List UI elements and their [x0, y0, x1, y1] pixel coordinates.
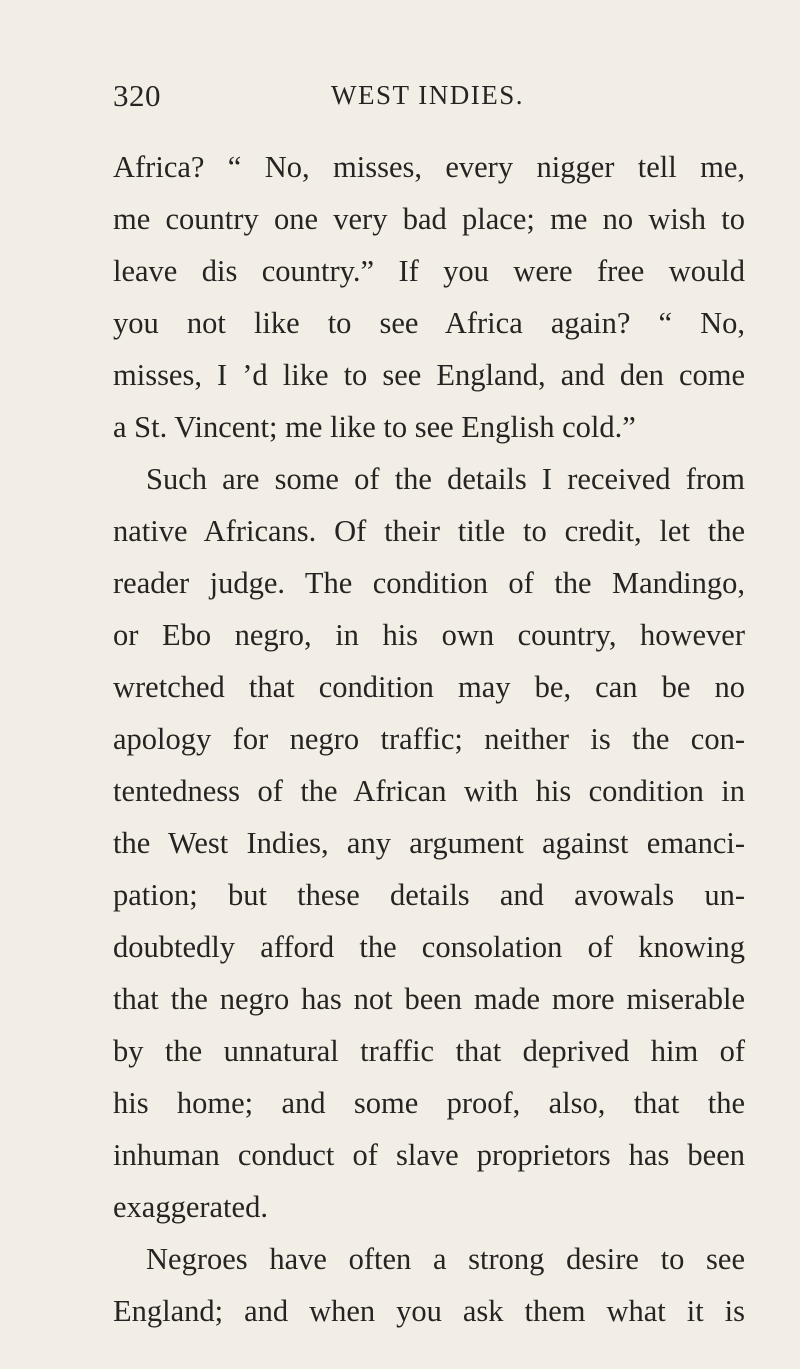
text-line: a St. Vincent; me like to see English cold.”: [113, 410, 636, 444]
body-text: [113, 141, 745, 1337]
text-line: exaggerated.: [113, 1190, 268, 1224]
text-line: his home; and some proof, also, that the: [113, 1086, 745, 1120]
text-line: the West Indies, any argument against emanci-: [113, 826, 745, 860]
paragraph-start-line: Such are some of the details I received from: [146, 462, 745, 496]
text-line: leave dis country.” If you were free would: [113, 254, 745, 288]
page-number: 320: [113, 78, 161, 113]
paragraph-start-line: Negroes have often a strong desire to see: [146, 1242, 745, 1276]
text-line: reader judge. The condition of the Mandingo,: [113, 566, 745, 600]
text-line: wretched that condition may be, can be no: [113, 670, 745, 704]
text-line: tentedness of the African with his condition in: [113, 774, 745, 808]
text-line: England; and when you ask them what it is: [113, 1294, 745, 1328]
text-line: doubtedly afford the consolation of knowing: [113, 930, 745, 964]
page-header: [113, 78, 743, 118]
text-line: by the unnatural traffic that deprived him of: [113, 1034, 745, 1068]
running-head: WEST INDIES.: [331, 80, 524, 110]
text-line: that the negro has not been made more miserable: [113, 982, 745, 1016]
text-line: apology for negro traffic; neither is the con-: [113, 722, 745, 756]
text-line: native Africans. Of their title to credit, let the: [113, 514, 745, 548]
text-line: you not like to see Africa again? “ No,: [113, 306, 745, 340]
text-line: Africa? “ No, misses, every nigger tell me,: [113, 150, 745, 184]
text-line: pation; but these details and avowals un-: [113, 878, 745, 912]
text-line: inhuman conduct of slave proprietors has been: [113, 1138, 745, 1172]
text-line: me country one very bad place; me no wish to: [113, 202, 745, 236]
text-line: or Ebo negro, in his own country, however: [113, 618, 745, 652]
text-line: misses, I ’d like to see England, and den come: [113, 358, 745, 392]
